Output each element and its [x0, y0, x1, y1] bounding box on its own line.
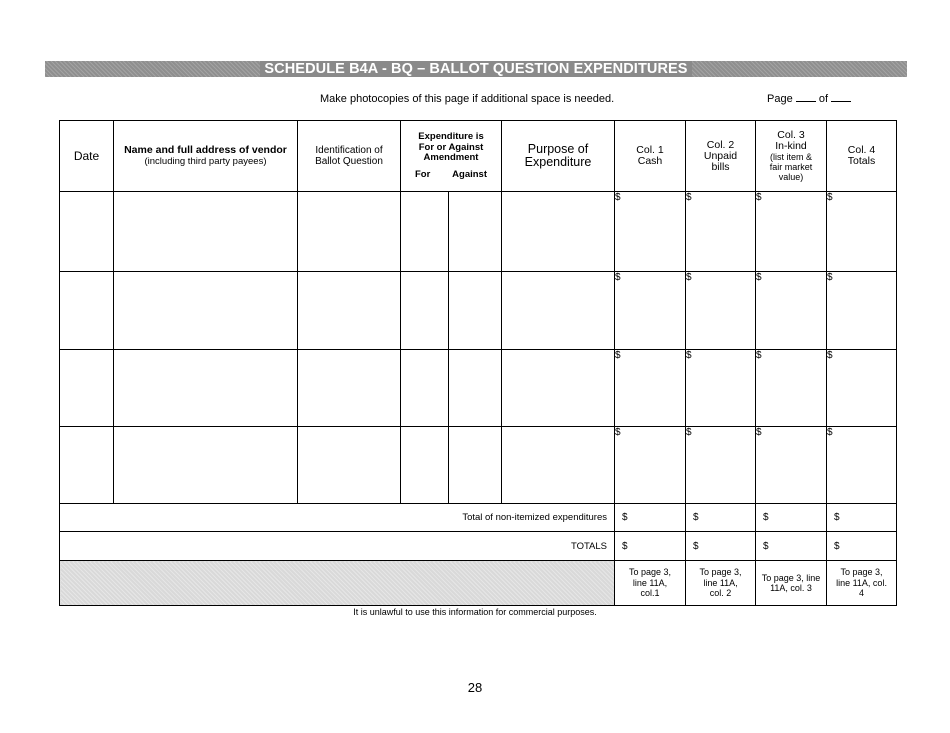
ballot-id-cell[interactable]: [298, 272, 401, 350]
unpaid-cell[interactable]: $: [686, 350, 756, 427]
expenditures-table: [59, 120, 897, 606]
totals-inkind[interactable]: $: [756, 532, 827, 561]
totals-label: TOTALS: [60, 532, 615, 561]
entry-row: [60, 427, 897, 504]
totals-total[interactable]: $: [827, 532, 897, 561]
non-itemized-unpaid[interactable]: $: [686, 504, 756, 532]
cash-cell[interactable]: $: [615, 272, 686, 350]
header-col2: [686, 121, 756, 192]
total-cell[interactable]: $: [827, 350, 897, 427]
vendor-cell[interactable]: [114, 350, 298, 427]
header-col1: [615, 121, 686, 192]
header-expenditure: [401, 121, 502, 192]
shaded-area: [60, 561, 615, 606]
purpose-cell[interactable]: [502, 192, 615, 272]
photocopy-note: Make photocopies of this page if additional space is needed.: [320, 93, 615, 105]
purpose-cell[interactable]: [502, 350, 615, 427]
vendor-cell[interactable]: [114, 272, 298, 350]
carry-col3: To page 3, line 11A, col. 3: [756, 561, 827, 606]
carry-col2: To page 3, line 11A, col. 2: [686, 561, 756, 606]
page-label: Page: [767, 93, 793, 105]
page-number-blank[interactable]: [796, 101, 816, 102]
header-purpose: Purpose of Expenditure: [502, 121, 615, 192]
date-cell[interactable]: [60, 192, 114, 272]
vendor-cell[interactable]: [114, 192, 298, 272]
header-col1-title: Col. 1: [636, 144, 664, 156]
carry-forward-row: [60, 561, 897, 606]
disclaimer: It is unlawful to use this information for commercial purposes.: [353, 607, 597, 617]
for-cell[interactable]: [401, 427, 449, 504]
for-cell[interactable]: [401, 272, 449, 350]
purpose-cell[interactable]: [502, 427, 615, 504]
vendor-cell[interactable]: [114, 427, 298, 504]
header-col1-sub: Cash: [637, 155, 663, 167]
unpaid-cell[interactable]: $: [686, 192, 756, 272]
carry-col1: To page 3, line 11A, col.1: [615, 561, 686, 606]
of-label: of: [818, 93, 829, 105]
header-col2-title: Col. 2: [706, 138, 735, 151]
page-number: 28: [467, 680, 483, 695]
non-itemized-inkind[interactable]: $: [756, 504, 827, 532]
totals-cash[interactable]: $: [615, 532, 686, 561]
purpose-cell[interactable]: [502, 272, 615, 350]
header-date: Date: [60, 121, 114, 192]
schedule-title: SCHEDULE B4A - BQ – BALLOT QUESTION EXPENDITURES: [260, 61, 691, 77]
cash-cell[interactable]: $: [615, 427, 686, 504]
inkind-cell[interactable]: $: [756, 427, 827, 504]
date-cell[interactable]: [60, 350, 114, 427]
non-itemized-label: Total of non-itemized expenditures: [60, 504, 615, 532]
against-cell[interactable]: [449, 272, 502, 350]
header-expenditure-title: Expenditure is For or Against Amendment: [418, 131, 484, 164]
header-col3-note: (list item & fair market value): [769, 152, 813, 182]
header-col2-sub: Unpaid bills: [703, 149, 738, 173]
against-cell[interactable]: [449, 350, 502, 427]
header-ballot-id: Identification of Ballot Question: [298, 121, 401, 192]
inkind-cell[interactable]: $: [756, 272, 827, 350]
header-col4-title: Col. 4: [847, 144, 876, 156]
total-pages-blank[interactable]: [831, 101, 851, 102]
ballot-id-cell[interactable]: [298, 427, 401, 504]
entry-row: [60, 350, 897, 427]
total-cell[interactable]: $: [827, 272, 897, 350]
header-against: Against: [452, 168, 488, 180]
non-itemized-cash[interactable]: $: [615, 504, 686, 532]
totals-row: [60, 532, 897, 561]
total-cell[interactable]: $: [827, 427, 897, 504]
unpaid-cell[interactable]: $: [686, 427, 756, 504]
cash-cell[interactable]: $: [615, 192, 686, 272]
cash-cell[interactable]: $: [615, 350, 686, 427]
header-col3: [756, 121, 827, 192]
entry-row: [60, 272, 897, 350]
header-row: [60, 121, 897, 192]
entry-row: [60, 192, 897, 272]
total-cell[interactable]: $: [827, 192, 897, 272]
header-col3-title: Col. 3: [777, 129, 805, 141]
header-col4-sub: Totals: [847, 155, 876, 167]
against-cell[interactable]: [449, 192, 502, 272]
date-cell[interactable]: [60, 272, 114, 350]
header-col3-sub: In-kind: [775, 140, 807, 152]
non-itemized-total[interactable]: $: [827, 504, 897, 532]
page-of-field: [767, 93, 851, 105]
ballot-id-cell[interactable]: [298, 350, 401, 427]
unpaid-cell[interactable]: $: [686, 272, 756, 350]
for-cell[interactable]: [401, 192, 449, 272]
header-col4: [827, 121, 897, 192]
header-for: For: [415, 168, 431, 180]
totals-unpaid[interactable]: $: [686, 532, 756, 561]
header-vendor-title: Name and full address of vendor: [124, 144, 287, 156]
inkind-cell[interactable]: $: [756, 350, 827, 427]
date-cell[interactable]: [60, 427, 114, 504]
for-cell[interactable]: [401, 350, 449, 427]
ballot-id-cell[interactable]: [298, 192, 401, 272]
inkind-cell[interactable]: $: [756, 192, 827, 272]
header-vendor-sub: (including third party payees): [144, 156, 267, 167]
against-cell[interactable]: [449, 427, 502, 504]
schedule-title-banner: [45, 61, 907, 77]
non-itemized-row: [60, 504, 897, 532]
carry-col4: To page 3, line 11A, col. 4: [827, 561, 897, 606]
header-vendor: [114, 121, 298, 192]
